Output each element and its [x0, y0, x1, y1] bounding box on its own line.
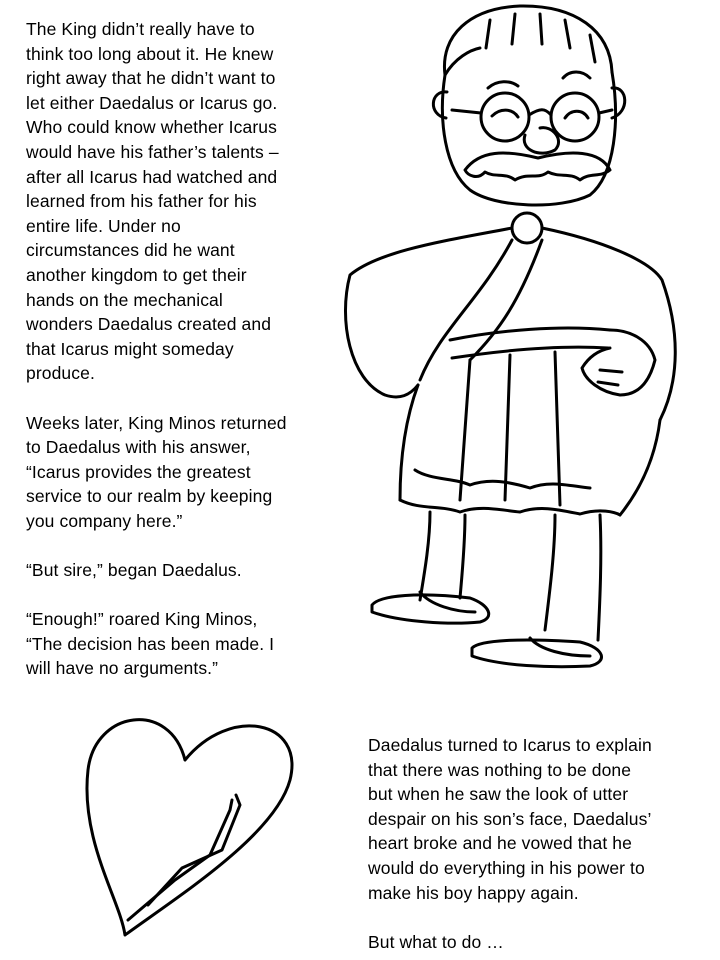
broken-heart-icon — [70, 700, 310, 960]
paragraph-daedalus-reply: “But sire,” began Daedalus. — [26, 560, 242, 581]
story-right-column — [368, 733, 713, 954]
king-minos-illustration — [330, 0, 720, 690]
paragraph-king-roar: “Enough!” roared King Minos, “The decision has been made. I will have no arguments.” — [26, 609, 275, 679]
story-left-column — [26, 17, 346, 681]
paragraph-heart-broke: Daedalus turned to Icarus to explain that there was nothing to be done but when he saw the look of utter despair on his son’s face, Daedalus’ heart broke and he vowed that he would do everything in his power to make his boy happy again. — [368, 735, 652, 903]
paragraph-king-answer: Weeks later, King Minos returned to Daedalus with his answer, “Icarus provides the greatest service to our realm by keeping you company here.” — [26, 412, 287, 531]
paragraph-king-decision: The King didn’t really have to think too long about it. He knew right away that he didn’t want to let either Daedalus or Icarus go. Who could know whether Icarus would have his father’s talents – after all Icarus had watched and learned from his father for his entire life. Under no circumstances did he want another kingdom to get their hands on the mechanical wonders Daedalus created and that Icarus might someday produce. — [26, 19, 279, 384]
paragraph-what-to-do: But what to do … — [368, 931, 504, 952]
